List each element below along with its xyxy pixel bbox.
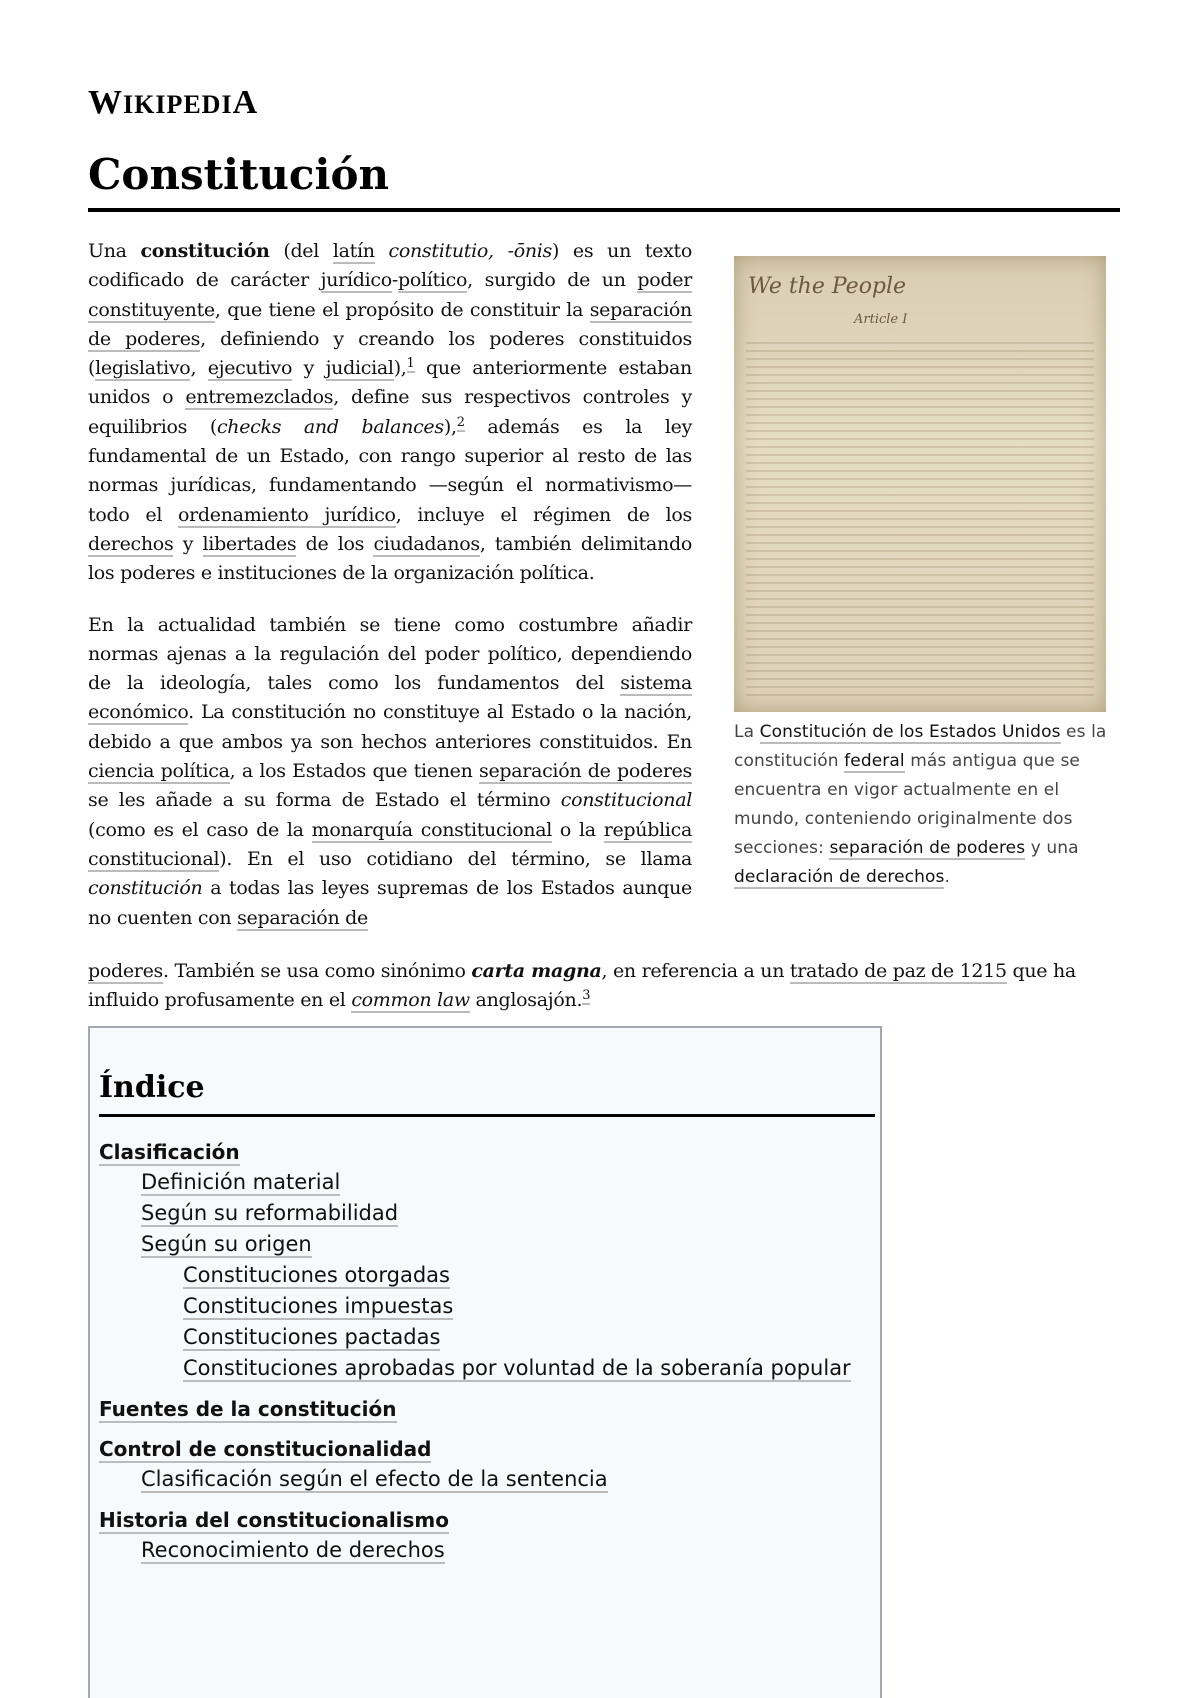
text-run: influido profusamente en el xyxy=(88,989,352,1011)
text-run: . También se usa como sinónimo xyxy=(163,960,472,982)
wiki-link[interactable]: jurídico xyxy=(320,269,392,292)
page-title: Constitución xyxy=(88,150,389,199)
text-run: Una xyxy=(88,240,141,262)
wiki-link[interactable]: judicial xyxy=(325,357,394,380)
text-run: o la xyxy=(552,818,604,841)
toc-item[interactable] xyxy=(141,1201,398,1225)
wiki-link[interactable]: libertades xyxy=(202,532,297,555)
text-run: En la actualidad también se tiene como costumbre añadir normas ajenas a la regulación del poder político, dependiendo de la ideología, tales como los fundamentos del xyxy=(88,613,692,695)
wiki-link[interactable]: separación de poderes xyxy=(829,838,1026,858)
text-run: constitución xyxy=(88,877,203,900)
text-run: anglosajón. xyxy=(469,989,583,1011)
text-run: carta magna xyxy=(471,960,602,982)
wiki-link[interactable]: ciencia política xyxy=(88,760,230,783)
wiki-link[interactable]: derechos xyxy=(88,532,174,555)
toc-divider xyxy=(99,1114,875,1117)
toc-item-label: Constituciones pactadas xyxy=(183,1325,441,1349)
toc-item[interactable] xyxy=(99,1140,240,1164)
wiki-link[interactable]: separación de poderes xyxy=(479,760,693,783)
lead-paragraph-1 xyxy=(88,237,692,589)
text-run: y una xyxy=(1025,838,1079,858)
text-run: constitutio, -ōnis xyxy=(388,240,552,262)
text-run: . La constitución no constituye al Estado o la nación, debido a que ambos ya son hechos anteriores constituidos. En xyxy=(88,701,692,753)
text-run: (como es el caso de la xyxy=(88,818,312,841)
toc-item-label: Constituciones otorgadas xyxy=(183,1263,450,1287)
toc-item[interactable] xyxy=(99,1437,431,1461)
toc-item-label: Clasificación según el efecto de la sentencia xyxy=(141,1467,608,1491)
lead-paragraph-2-continued xyxy=(88,957,1120,986)
text-run: además es la ley fundamental de un Estado, con rango superior al resto de las normas jurídicas, fundamentando —según el normativismo— todo el xyxy=(88,415,693,526)
text-run: . xyxy=(944,867,950,887)
toc-item[interactable] xyxy=(183,1294,453,1318)
wiki-link[interactable]: Constitución de los Estados Unidos xyxy=(759,722,1061,742)
wiki-link[interactable]: república constitucional xyxy=(88,818,692,870)
wiki-link[interactable]: ejecutivo xyxy=(207,357,293,380)
wiki-link[interactable]: ordenamiento jurídico xyxy=(178,503,396,526)
text-run: checks and balances xyxy=(216,415,444,438)
wiki-link[interactable]: ciudadanos xyxy=(373,532,480,555)
image-article-text: Article I xyxy=(854,312,908,327)
wiki-link[interactable]: common law xyxy=(351,989,470,1011)
toc-item-label: Clasificación xyxy=(99,1140,240,1164)
lead-paragraph-2-end xyxy=(88,986,1120,1015)
logo-letter-last: A xyxy=(232,84,259,121)
text-run: ), xyxy=(443,415,457,438)
infobox-figure xyxy=(734,256,1119,892)
toc-item-label: Fuentes de la constitución xyxy=(99,1397,397,1421)
text-run: y xyxy=(292,357,326,380)
wiki-link[interactable]: monarquía constitucional xyxy=(311,818,552,841)
reference-superscript xyxy=(582,988,590,1005)
toc-item[interactable] xyxy=(141,1170,340,1194)
text-run: ), xyxy=(393,357,407,380)
text-run: constitucional xyxy=(560,789,692,812)
text-run: , en referencia a un xyxy=(601,960,790,982)
logo-letters-small: IKIPEDI xyxy=(123,90,233,119)
text-run: ). En el uso cotidiano del término, se llama xyxy=(219,847,692,870)
wiki-link[interactable]: separación de poderes xyxy=(88,298,692,350)
lead-section xyxy=(88,237,692,955)
image-handwriting-lines xyxy=(746,336,1094,698)
text-run xyxy=(375,240,389,262)
toc-item[interactable] xyxy=(183,1263,450,1287)
text-run: se les añade a su forma de Estado el término xyxy=(88,789,561,812)
text-run: constitución xyxy=(140,240,270,262)
toc-item[interactable] xyxy=(99,1397,397,1421)
text-run: que ha xyxy=(1006,960,1076,982)
text-run: , surgido de un xyxy=(467,269,638,292)
table-of-contents xyxy=(88,1026,882,1698)
wiki-link[interactable]: separación de xyxy=(237,906,368,929)
reference-superscript xyxy=(457,415,465,432)
toc-item[interactable] xyxy=(141,1232,312,1256)
toc-item[interactable] xyxy=(99,1508,449,1532)
toc-item[interactable] xyxy=(141,1467,608,1491)
wiki-link[interactable]: político xyxy=(398,269,468,292)
wiki-link[interactable]: sistema económico xyxy=(88,672,692,724)
wiki-link[interactable]: poder constituyente xyxy=(88,269,692,321)
reference-superscript xyxy=(407,356,415,373)
text-run: La xyxy=(734,722,760,742)
wiki-link[interactable]: legislativo xyxy=(95,357,191,380)
logo-letter-first: W xyxy=(88,84,123,121)
wiki-link[interactable]: tratado de paz de 1215 xyxy=(789,960,1007,982)
toc-item-label: Según su origen xyxy=(141,1232,312,1256)
text-run: , definiendo y creando los poderes constituidos ( xyxy=(88,327,692,380)
wiki-link[interactable]: poderes xyxy=(88,960,163,982)
wikipedia-logo[interactable] xyxy=(88,84,258,122)
text-run: de los xyxy=(296,532,374,555)
text-run: y xyxy=(173,532,203,555)
reference-link[interactable]: 2 xyxy=(456,414,465,430)
lead-paragraph-2 xyxy=(88,611,692,933)
toc-item[interactable] xyxy=(183,1356,851,1380)
toc-item-label: Constituciones aprobadas por voluntad de la soberanía popular xyxy=(183,1356,851,1380)
wiki-link[interactable]: federal xyxy=(844,751,905,771)
text-run: (del xyxy=(269,240,333,262)
text-run: , incluye el régimen de los xyxy=(395,503,692,526)
text-run: , también delimitando los poderes e instituciones de la organización política. xyxy=(88,532,692,585)
toc-item-label: Constituciones impuestas xyxy=(183,1294,454,1318)
reference-link[interactable]: 3 xyxy=(582,988,591,1003)
text-run: , define sus respectivos controles y equilibrios ( xyxy=(88,386,692,438)
toc-item-label: Historia del constitucionalismo xyxy=(99,1508,450,1532)
wiki-link[interactable]: declaración de derechos xyxy=(734,867,945,887)
text-run: ) es un texto codificado de carácter xyxy=(88,240,692,292)
text-run: - xyxy=(391,269,398,292)
image-heading-text: We the People xyxy=(748,274,907,299)
toc-item-label: Reconocimiento de derechos xyxy=(141,1538,445,1562)
figure-caption xyxy=(734,718,1119,892)
text-run: a todas las leyes supremas de los Estados aunque no cuenten con xyxy=(88,877,692,929)
toc-item-label: Control de constitucionalidad xyxy=(99,1437,432,1461)
text-run: , que tiene el propósito de constituir la xyxy=(214,298,590,321)
text-run: que anteriormente estaban unidos o xyxy=(88,357,692,409)
wiki-link[interactable]: entremezclados xyxy=(185,386,334,409)
title-divider xyxy=(88,208,1120,212)
toc-item-label: Definición material xyxy=(141,1170,341,1194)
text-run: , xyxy=(190,357,208,380)
toc-item[interactable] xyxy=(141,1538,445,1562)
constitution-document-image[interactable] xyxy=(734,256,1106,712)
text-run: más antigua que se encuentra en vigor actualmente en el mundo, conteniendo originalmente dos secciones: xyxy=(734,751,1080,858)
text-run: , a los Estados que tienen xyxy=(229,760,479,783)
toc-item-label: Según su reformabilidad xyxy=(141,1201,399,1225)
reference-link[interactable]: 1 xyxy=(406,356,415,372)
toc-title: Índice xyxy=(99,1070,205,1105)
toc-item[interactable] xyxy=(183,1325,440,1349)
text-run: es la constitución xyxy=(734,722,1107,771)
wiki-link[interactable]: latín xyxy=(332,240,375,262)
